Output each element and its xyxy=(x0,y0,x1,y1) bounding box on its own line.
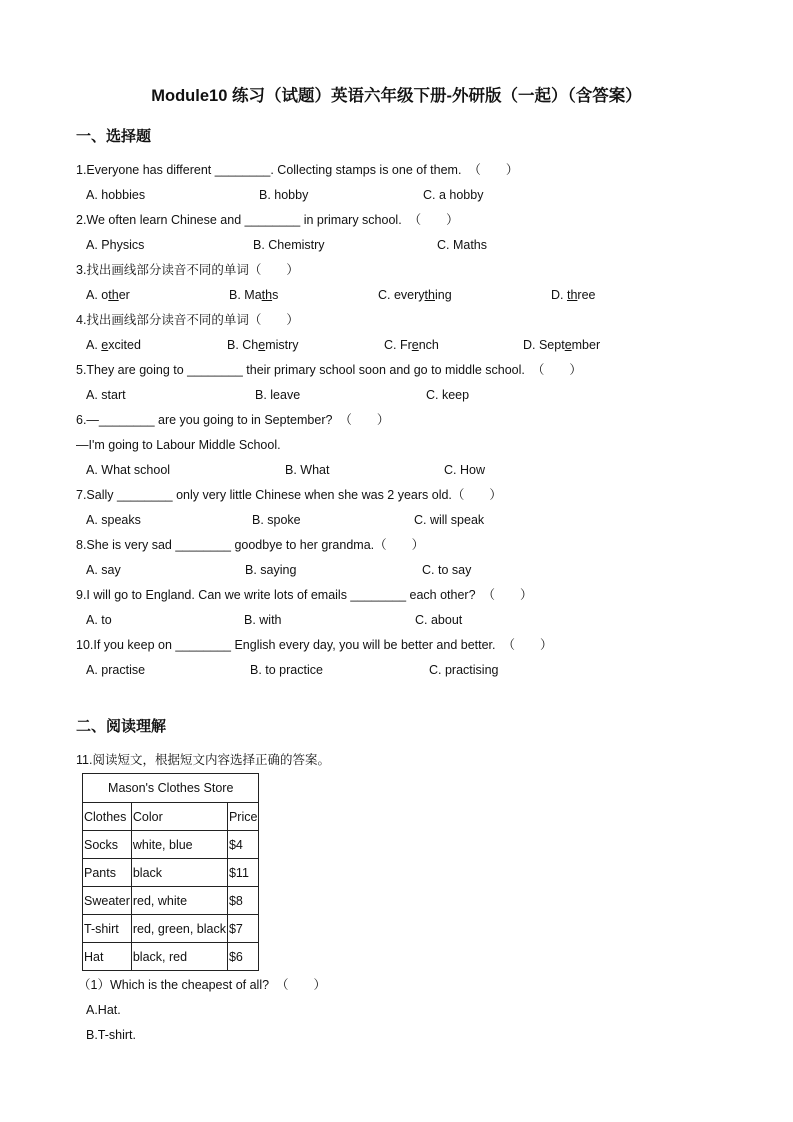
question-text: 11.阅读短文，根据短文内容选择正确的答案。 xyxy=(76,753,330,767)
table-cell: $8 xyxy=(227,887,258,915)
option-text: B. Ma xyxy=(229,288,262,302)
option-text: B. What xyxy=(285,463,330,477)
table-cell: white, blue xyxy=(131,831,227,859)
underlined-letters: e xyxy=(258,338,266,352)
question-reply: —I'm going to Labour Middle School. xyxy=(76,438,281,452)
answer-option[interactable] xyxy=(255,387,300,403)
table-cell: Pants xyxy=(83,859,132,887)
question-text: 10.If you keep on ________ English every day, you will be better and better. （ ） xyxy=(76,638,553,652)
document-title: Module10 练习（试题）英语六年级下册-外研版（一起）（含答案） xyxy=(151,87,642,105)
answer-option[interactable] xyxy=(384,337,439,353)
answer-option[interactable] xyxy=(229,287,278,303)
underlined-letters: th xyxy=(261,288,273,302)
answer-option[interactable]: A.Hat. xyxy=(86,1003,121,1017)
answer-option[interactable] xyxy=(86,512,141,528)
option-text: nch xyxy=(418,338,439,352)
answer-option[interactable] xyxy=(245,562,296,578)
answer-option[interactable] xyxy=(444,462,485,478)
answer-option[interactable]: B.T-shirt. xyxy=(86,1028,137,1042)
question-text: 1.Everyone has different ________. Collecting stamps is one of them. （ ） xyxy=(76,163,519,177)
answer-option[interactable] xyxy=(252,512,301,528)
answer-option[interactable] xyxy=(426,387,469,403)
option-text: C. How xyxy=(444,463,485,477)
option-text: B. spoke xyxy=(252,513,301,527)
option-text: C. Fr xyxy=(384,338,412,352)
question-text: 5.They are going to ________ their primary school soon and go to middle school. （ ） xyxy=(76,363,582,377)
answer-option[interactable] xyxy=(86,612,112,628)
option-text: D. xyxy=(551,288,567,302)
table-header-cell: Clothes xyxy=(83,803,132,831)
option-text: xcited xyxy=(108,338,141,352)
answer-option[interactable] xyxy=(86,187,145,203)
option-text: s xyxy=(272,288,279,302)
section-heading-choice: 一、选择题 xyxy=(76,128,152,145)
table-header-row xyxy=(83,803,259,831)
option-text: A. hobbies xyxy=(86,188,146,202)
answer-option[interactable] xyxy=(551,287,596,303)
question-text: 6.—________ are you going to in September? （ ） xyxy=(76,413,390,427)
answer-option[interactable] xyxy=(86,237,144,253)
answer-option[interactable] xyxy=(86,662,145,678)
question-text: 4.找出画线部分读音不同的单词（ ） xyxy=(76,313,299,327)
option-text: A. speaks xyxy=(86,513,141,527)
table-cell: black, red xyxy=(131,943,227,971)
answer-option[interactable] xyxy=(227,337,299,353)
option-text: A. Physics xyxy=(86,238,145,252)
question-text: 8.She is very sad ________ goodbye to her grandma.（ ） xyxy=(76,538,425,552)
answer-option[interactable] xyxy=(415,612,462,628)
option-text: A. What school xyxy=(86,463,171,477)
question-text: 3.找出画线部分读音不同的单词（ ） xyxy=(76,263,299,277)
table-cell: black xyxy=(131,859,227,887)
option-text: C. a hobby xyxy=(423,188,484,202)
table-cell: $6 xyxy=(227,943,258,971)
answer-option[interactable] xyxy=(86,562,121,578)
underlined-letters: e xyxy=(564,338,572,352)
option-text: B. Ch xyxy=(227,338,259,352)
table-cell: Socks xyxy=(83,831,132,859)
option-text: A. o xyxy=(86,288,109,302)
answer-option[interactable] xyxy=(414,512,484,528)
underlined-letters: e xyxy=(411,338,419,352)
option-text: C. keep xyxy=(426,388,470,402)
answer-option[interactable] xyxy=(253,237,325,253)
answer-option[interactable] xyxy=(86,287,130,303)
table-header-cell: Color xyxy=(131,803,227,831)
table-cell: red, green, black xyxy=(131,915,227,943)
answer-option[interactable] xyxy=(86,387,126,403)
answer-option[interactable] xyxy=(250,662,323,678)
option-text: ing xyxy=(434,288,452,302)
answer-option[interactable] xyxy=(285,462,329,478)
answer-option[interactable] xyxy=(429,662,498,678)
answer-option[interactable] xyxy=(244,612,282,628)
table-header-cell: Price xyxy=(227,803,258,831)
option-text: mistry xyxy=(265,338,299,352)
sub-question-text: （1）Which is the cheapest of all? （ ） xyxy=(78,978,327,992)
clothes-table xyxy=(82,773,259,971)
answer-option[interactable] xyxy=(259,187,308,203)
option-text: A. to xyxy=(86,613,112,627)
option-text: C. will speak xyxy=(414,513,485,527)
table-cell: Sweater xyxy=(83,887,132,915)
option-text: A. xyxy=(86,338,102,352)
question-text: 7.Sally ________ only very little Chinese when she was 2 years old.（ ） xyxy=(76,488,502,502)
option-text: B. with xyxy=(244,613,282,627)
table-caption: Mason's Clothes Store xyxy=(83,774,259,803)
option-text: C. about xyxy=(415,613,463,627)
option-text: B. hobby xyxy=(259,188,309,202)
question-text: 2.We often learn Chinese and ________ in primary school. （ ） xyxy=(76,213,459,227)
option-text: C. Maths xyxy=(437,238,488,252)
table-cell: $4 xyxy=(227,831,258,859)
underlined-letters: th xyxy=(108,288,119,302)
table-row xyxy=(83,915,259,943)
answer-option[interactable] xyxy=(86,337,141,353)
option-text: C. practising xyxy=(429,663,499,677)
option-text: C. to say xyxy=(422,563,472,577)
option-text: A. start xyxy=(86,388,126,402)
answer-option[interactable] xyxy=(437,237,487,253)
table-row xyxy=(83,943,259,971)
option-text: A. say xyxy=(86,563,121,577)
option-text: B. to practice xyxy=(250,663,323,677)
option-text: B. Chemistry xyxy=(253,238,325,252)
answer-option[interactable] xyxy=(523,337,600,353)
option-text: C. every xyxy=(378,288,425,302)
option-text: B. leave xyxy=(255,388,301,402)
table-cell: $7 xyxy=(227,915,258,943)
table-row xyxy=(83,887,259,915)
underlined-letters: th xyxy=(424,288,435,302)
answer-option[interactable] xyxy=(378,287,452,303)
option-text: B. saying xyxy=(245,563,297,577)
answer-option[interactable] xyxy=(422,562,471,578)
table-cell: Hat xyxy=(83,943,132,971)
underlined-letters: th xyxy=(566,288,578,302)
option-text: A. practise xyxy=(86,663,146,677)
option-text: er xyxy=(118,288,130,302)
option-text: ree xyxy=(577,288,596,302)
table-row xyxy=(83,859,259,887)
table-cell: T-shirt xyxy=(83,915,132,943)
table-row xyxy=(83,831,259,859)
question-text: 9.I will go to England. Can we write lots of emails ________ each other? （ ） xyxy=(76,588,533,602)
answer-option[interactable] xyxy=(86,462,170,478)
table-cell: red, white xyxy=(131,887,227,915)
option-text: D. Sept xyxy=(523,338,565,352)
option-text: mber xyxy=(571,338,601,352)
table-cell: $11 xyxy=(227,859,258,887)
underlined-letters: e xyxy=(101,338,109,352)
section-heading-reading: 二、阅读理解 xyxy=(76,718,167,735)
answer-option[interactable] xyxy=(423,187,483,203)
